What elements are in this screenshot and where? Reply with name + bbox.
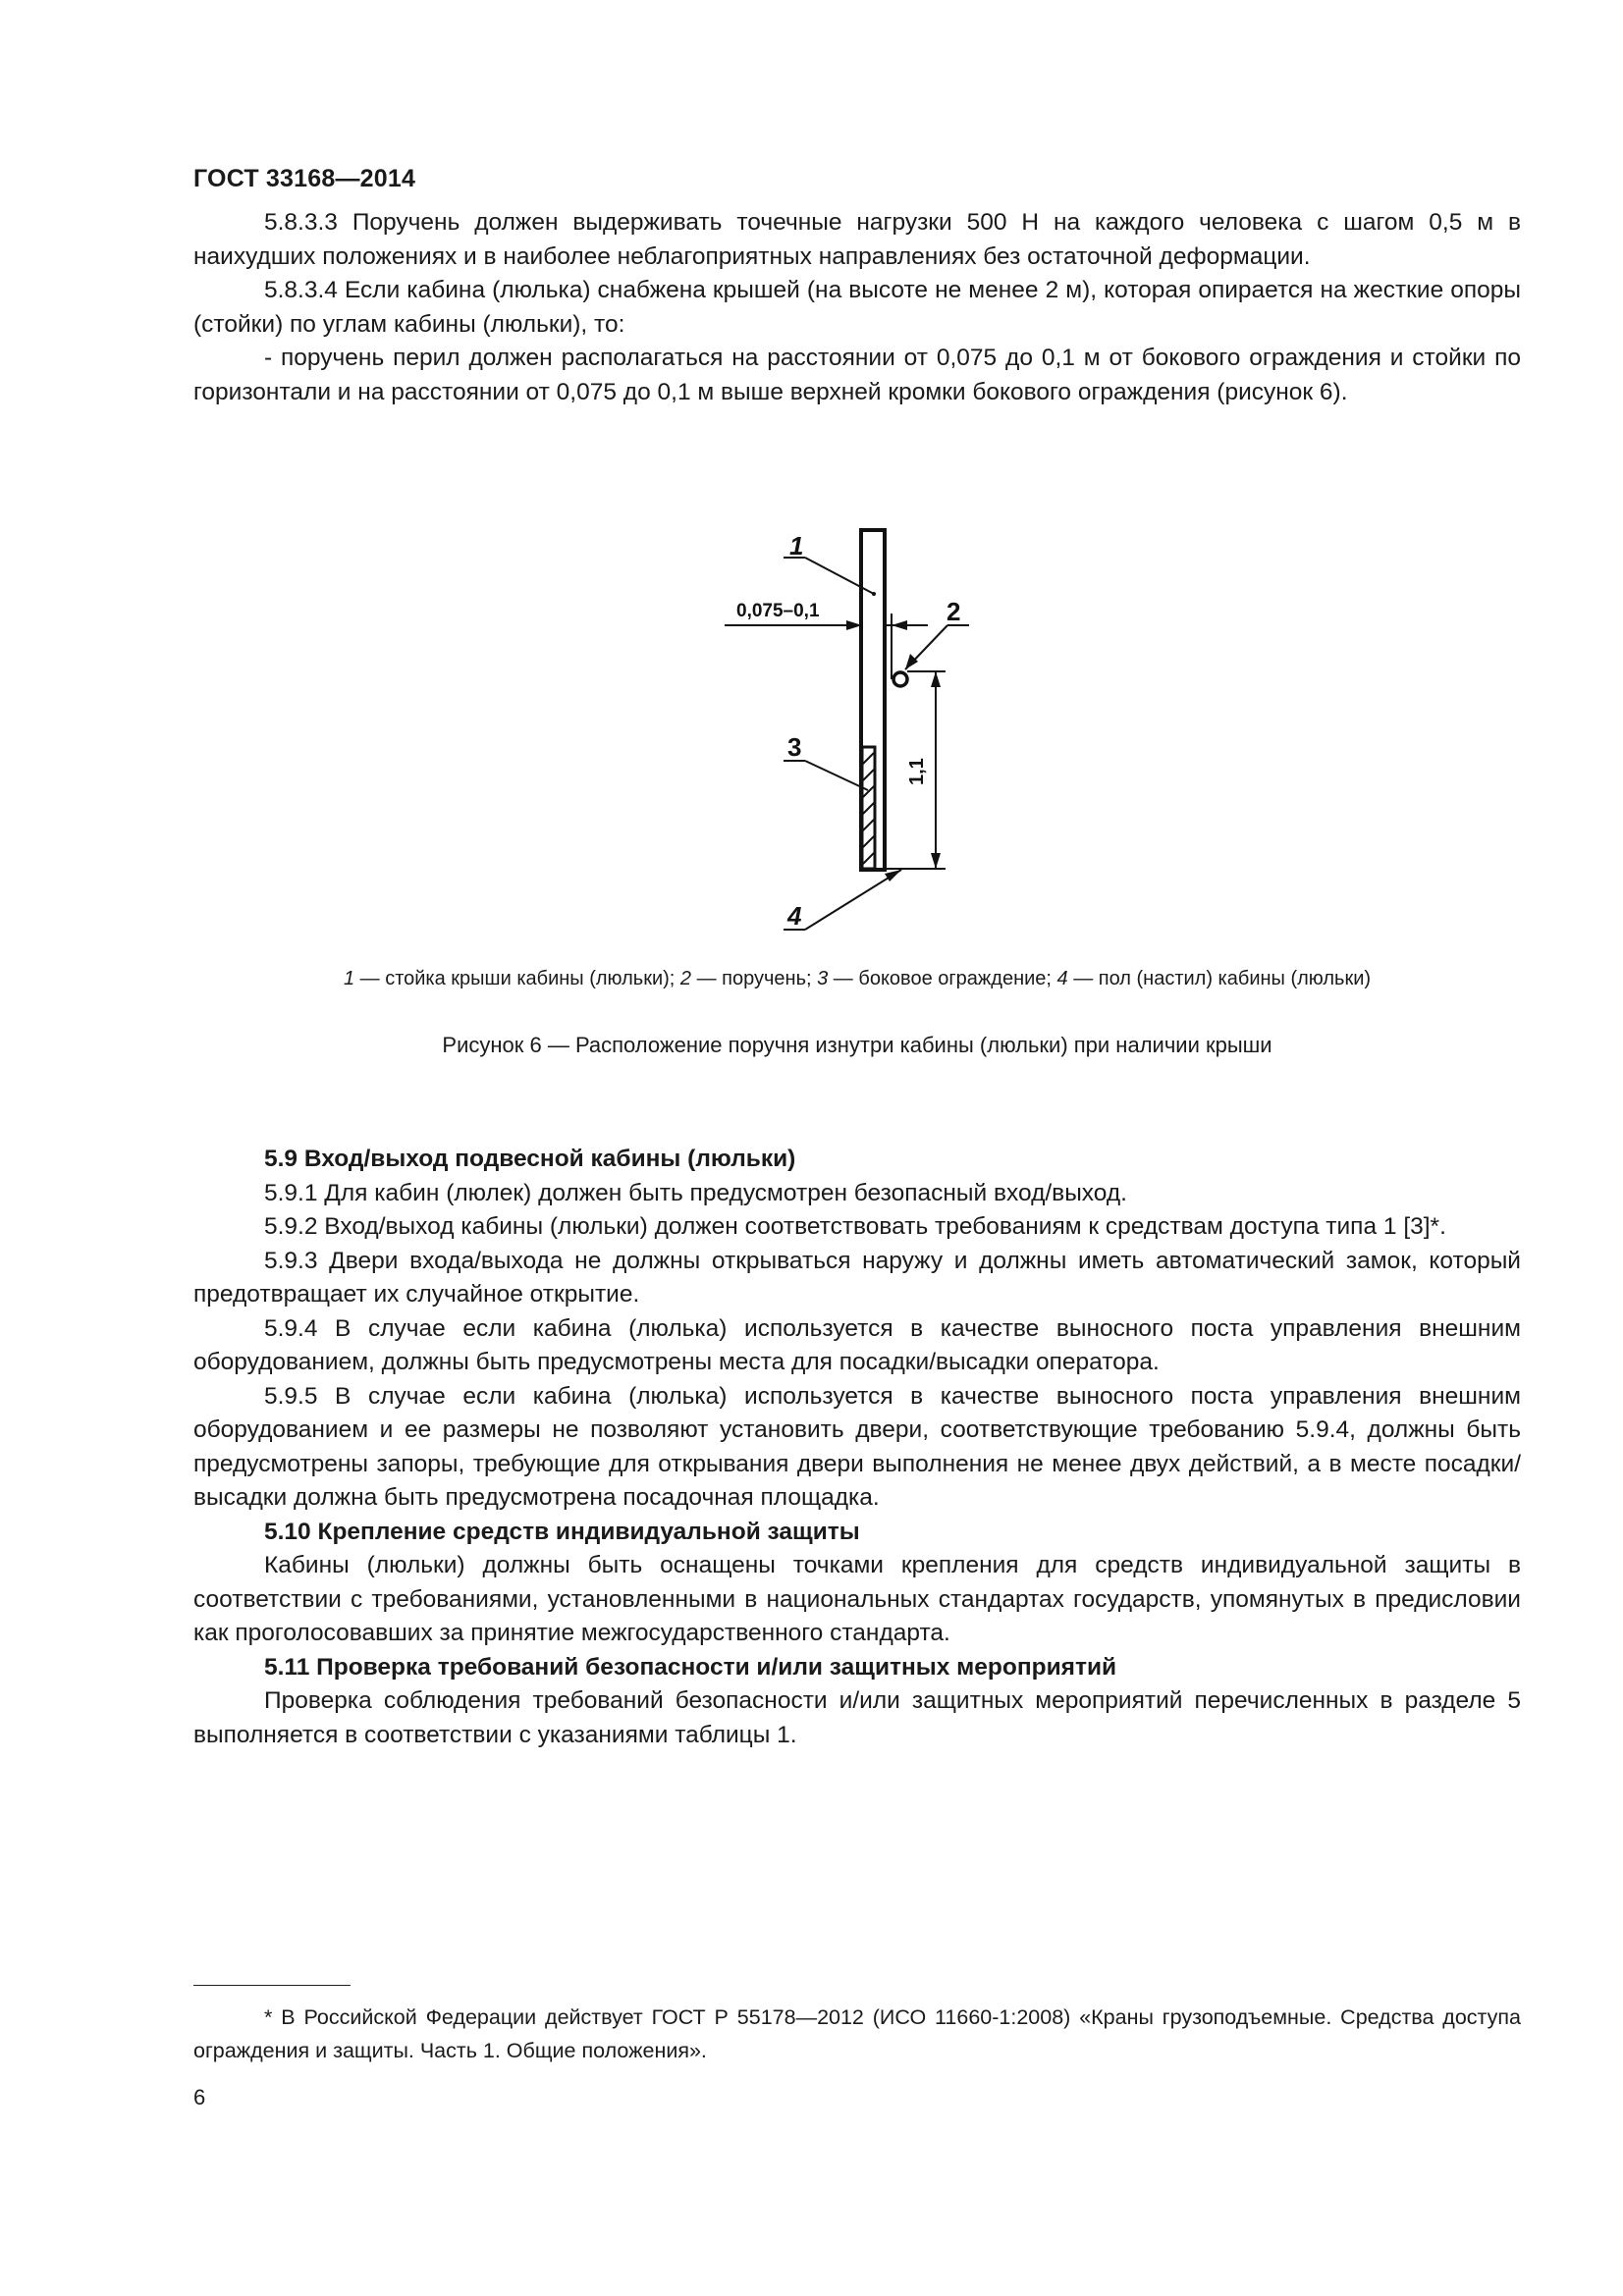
sections-block xyxy=(193,1143,1521,1752)
label-4: 4 xyxy=(787,901,802,931)
page-number: 6 xyxy=(193,2085,206,2109)
footnote xyxy=(193,2001,1521,2067)
legend-text-2: — поручень; xyxy=(691,968,818,989)
section-heading-5-10: 5.10 Крепление средств индивидуальной защиты xyxy=(264,1518,860,1545)
legend-num-3: 3 xyxy=(817,968,829,989)
footnote-separator xyxy=(193,1985,351,1986)
section-heading-5-9: 5.9 Вход/выход подвесной кабины (люльки) xyxy=(264,1146,796,1172)
dimension-horizontal-label: 0,075–0,1 xyxy=(736,601,820,621)
label-2: 2 xyxy=(947,597,961,626)
section-heading-5-11: 5.11 Проверка требований безопасности и/или защитных мероприятий xyxy=(264,1653,1117,1681)
top-text-block xyxy=(193,206,1521,409)
document-header: ГОСТ 33168—2014 xyxy=(193,165,416,192)
figure-6-diagram xyxy=(687,510,1080,962)
paragraph-5-9-4: 5.9.4 В случае если кабина (люлька) используется в качестве выносного поста управления внешним оборудованием, должны быть предусмотрены места для посадки/высадки оператора. xyxy=(193,1314,1521,1375)
roof-post-shape xyxy=(861,530,885,870)
legend-text-4: — пол (настил) кабины (люльки) xyxy=(1067,968,1372,989)
figure-caption: Рисунок 6 — Расположение поручня изнутри кабины (люльки) при наличии крыши xyxy=(442,1033,1272,1057)
legend-text-1: — стойка крыши кабины (люльки); xyxy=(354,968,680,989)
paragraph-5-11: Проверка соблюдения требований безопасности и/или защитных мероприятий перечисленных в разделе 5 выполняется в соответствии с указаниями таблицы 1. xyxy=(193,1687,1521,1748)
label-3: 3 xyxy=(787,732,802,762)
side-guard-hatching xyxy=(863,753,874,864)
label-1: 1 xyxy=(789,531,804,561)
legend-num-4: 4 xyxy=(1056,968,1068,989)
paragraph-5-8-3-3: 5.8.3.3 Поручень должен выдерживать точечные нагрузки 500 Н на каждого человека с шагом 0,5 м в наихудших положениях и в наиболее неблагоприятных направлениях без остаточной деформации. xyxy=(193,209,1521,270)
figure-legend xyxy=(193,968,1521,990)
paragraph-5-10: Кабины (люльки) должны быть оснащены точками крепления для средств индивидуальной защиты в соответствии с требованиями, установленными в национальных стандартах государств, упомянутых в предисловии как проголосовавших за принятие межгосударственного стандарта. xyxy=(193,1552,1521,1646)
legend-num-2: 2 xyxy=(679,968,692,989)
paragraph-5-9-1: 5.9.1 Для кабин (люлек) должен быть предусмотрен безопасный вход/выход. xyxy=(264,1179,1127,1206)
paragraph-5-8-3-4: 5.8.3.4 Если кабина (люлька) снабжена крышей (на высоте не менее 2 м), которая опирается на жесткие опоры (стойки) по углам кабины (люльки), то: xyxy=(193,277,1521,338)
legend-text-3: — боковое ограждение; xyxy=(828,968,1057,989)
legend-num-1: 1 xyxy=(343,968,355,989)
paragraph-5-9-2: 5.9.2 Вход/выход кабины (люльки) должен соответствовать требованиям к средствам доступа типа 1 [3]*. xyxy=(264,1213,1446,1240)
paragraph-5-9-5: 5.9.5 В случае если кабина (люлька) используется в качестве выносного поста управления внешним оборудованием и ее размеры не позволяют установить двери, соответствующие требованию 5.9.4, должны быть предусмотрены запоры, требующие для открывания двери выполнения не менее двух действий, а в месте посадки/высадки должна быть предусмотрена посадочная площадка. xyxy=(193,1382,1521,1511)
handrail-circle xyxy=(893,672,907,686)
paragraph-5-8-3-4-item: - поручень перил должен располагаться на расстоянии от 0,075 до 0,1 м от бокового ограждения и стойки по горизонтали и на расстоянии от 0,075 до 0,1 м выше верхней кромки бокового ограждения (рисунок 6). xyxy=(193,345,1521,405)
paragraph-5-9-3: 5.9.3 Двери входа/выхода не должны открываться наружу и должны иметь автоматический замок, который предотвращает их случайное открытие. xyxy=(193,1247,1521,1308)
footnote-text: * В Российской Федерации действует ГОСТ Р 55178—2012 (ИСО 11660-1:2008) «Краны грузоподъемные. Средства доступа ограждения и защиты. Часть 1. Общие положения». xyxy=(193,2005,1521,2062)
dimension-vertical-label: 1,1 xyxy=(906,758,928,785)
